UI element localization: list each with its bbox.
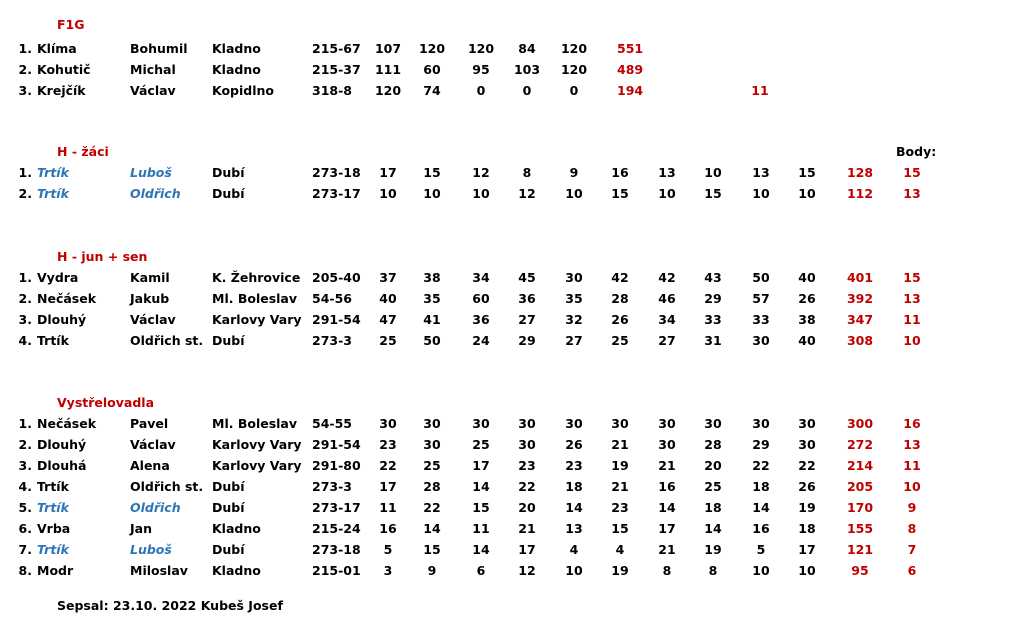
- round-score: 30: [472, 416, 490, 431]
- ranking-points: 11: [903, 458, 921, 473]
- round-score: 50: [752, 270, 770, 285]
- competitor-first-name: Luboš: [130, 165, 172, 180]
- round-score: 5: [383, 542, 393, 557]
- round-score: 28: [611, 291, 629, 306]
- round-score: 17: [518, 542, 536, 557]
- competitor-first-name: Alena: [130, 458, 170, 473]
- round-score: 23: [518, 458, 536, 473]
- round-score: 25: [423, 458, 441, 473]
- competitor-first-name: Pavel: [130, 416, 169, 431]
- round-score: 120: [560, 62, 588, 77]
- rank-number: 4.: [18, 333, 32, 348]
- round-score: 14: [472, 542, 490, 557]
- round-score: 20: [704, 458, 722, 473]
- licence-number: 318-8: [312, 83, 352, 98]
- competitor-first-name: Bohumil: [130, 41, 188, 56]
- total-score: 121: [846, 542, 874, 557]
- round-score: 15: [611, 186, 629, 201]
- total-score: 489: [617, 62, 644, 77]
- ranking-points: 10: [903, 479, 921, 494]
- round-score: 21: [611, 437, 629, 452]
- competitor-surname: Nečásek: [37, 291, 97, 306]
- total-score: 551: [617, 41, 644, 56]
- round-score: 15: [611, 521, 629, 536]
- licence-number: 215-01: [312, 563, 361, 578]
- licence-number: 54-56: [312, 291, 352, 306]
- total-score: 300: [846, 416, 874, 431]
- club-name: Kladno: [212, 521, 261, 536]
- section-title: H - jun + sen: [57, 249, 148, 264]
- rank-number: 4.: [18, 479, 32, 494]
- round-score: 26: [798, 291, 816, 306]
- round-score: 33: [704, 312, 722, 327]
- round-score: 111: [374, 62, 402, 77]
- round-score: 10: [658, 186, 676, 201]
- round-score: 30: [565, 416, 583, 431]
- round-score: 30: [611, 416, 629, 431]
- extra-value: 11: [751, 83, 769, 98]
- points-header-label: Body:: [896, 144, 937, 159]
- round-score: 14: [423, 521, 441, 536]
- round-score: 45: [518, 270, 536, 285]
- rank-number: 3.: [18, 458, 32, 473]
- round-score: 23: [611, 500, 629, 515]
- round-score: 23: [565, 458, 583, 473]
- club-name: Kladno: [212, 563, 261, 578]
- ranking-points: 13: [903, 291, 921, 306]
- round-score: 22: [379, 458, 397, 473]
- club-name: Ml. Boleslav: [212, 416, 298, 431]
- competitor-surname: Vrba: [37, 521, 71, 536]
- round-score: 10: [565, 186, 583, 201]
- round-score: 17: [798, 542, 816, 557]
- section-title: H - žáci: [57, 144, 109, 159]
- round-score: 14: [752, 500, 770, 515]
- round-score: 22: [752, 458, 770, 473]
- round-score: 107: [374, 41, 402, 56]
- round-score: 60: [423, 62, 441, 77]
- round-score: 31: [704, 333, 722, 348]
- round-score: 30: [518, 437, 536, 452]
- round-score: 25: [379, 333, 397, 348]
- licence-number: 215-24: [312, 521, 361, 536]
- section-title: F1G: [57, 17, 85, 32]
- licence-number: 215-37: [312, 62, 361, 77]
- ranking-points: 7: [907, 542, 917, 557]
- ranking-points: 15: [903, 165, 921, 180]
- round-score: 36: [518, 291, 536, 306]
- licence-number: 291-54: [312, 312, 361, 327]
- round-score: 21: [658, 542, 676, 557]
- competitor-surname: Krejčík: [37, 83, 86, 98]
- round-score: 27: [518, 312, 536, 327]
- round-score: 74: [423, 83, 441, 98]
- round-score: 18: [752, 479, 770, 494]
- round-score: 5: [756, 542, 766, 557]
- round-score: 10: [798, 563, 816, 578]
- round-score: 84: [518, 41, 536, 56]
- round-score: 10: [704, 165, 722, 180]
- round-score: 22: [518, 479, 536, 494]
- club-name: Dubí: [212, 479, 245, 494]
- round-score: 4: [569, 542, 579, 557]
- club-name: Dubí: [212, 333, 245, 348]
- round-score: 24: [472, 333, 490, 348]
- round-score: 4: [615, 542, 625, 557]
- round-score: 30: [798, 416, 816, 431]
- round-score: 30: [658, 416, 676, 431]
- round-score: 42: [611, 270, 629, 285]
- round-score: 26: [565, 437, 583, 452]
- round-score: 40: [798, 333, 816, 348]
- total-score: 347: [846, 312, 874, 327]
- round-score: 35: [423, 291, 441, 306]
- licence-number: 291-54: [312, 437, 361, 452]
- round-score: 0: [569, 83, 579, 98]
- competitor-surname: Dlouhý: [37, 312, 87, 327]
- round-score: 9: [569, 165, 579, 180]
- round-score: 17: [658, 521, 676, 536]
- competitor-surname: Klíma: [37, 41, 77, 56]
- round-score: 22: [798, 458, 816, 473]
- licence-number: 273-3: [312, 479, 352, 494]
- round-score: 26: [798, 479, 816, 494]
- round-score: 22: [423, 500, 441, 515]
- licence-number: 215-67: [312, 41, 361, 56]
- round-score: 47: [379, 312, 397, 327]
- club-name: Kladno: [212, 62, 261, 77]
- round-score: 25: [611, 333, 629, 348]
- ranking-points: 8: [907, 521, 917, 536]
- competitor-first-name: Jakub: [130, 291, 170, 306]
- competitor-first-name: Luboš: [130, 542, 172, 557]
- rank-number: 7.: [18, 542, 32, 557]
- round-score: 12: [518, 563, 536, 578]
- rank-number: 6.: [18, 521, 32, 536]
- total-score: 205: [846, 479, 874, 494]
- rank-number: 1.: [18, 416, 32, 431]
- round-score: 30: [752, 333, 770, 348]
- round-score: 26: [611, 312, 629, 327]
- round-score: 16: [752, 521, 770, 536]
- round-score: 15: [798, 165, 816, 180]
- rank-number: 1.: [18, 41, 32, 56]
- round-score: 9: [427, 563, 437, 578]
- round-score: 25: [472, 437, 490, 452]
- competitor-surname: Trtík: [37, 500, 69, 515]
- round-score: 21: [658, 458, 676, 473]
- round-score: 10: [423, 186, 441, 201]
- competitor-surname: Kohutič: [37, 62, 91, 77]
- footer-note: Sepsal: 23.10. 2022 Kubeš Josef: [57, 598, 283, 613]
- round-score: 10: [752, 563, 770, 578]
- round-score: 25: [704, 479, 722, 494]
- total-score: 194: [617, 83, 644, 98]
- round-score: 15: [472, 500, 490, 515]
- round-score: 18: [798, 521, 816, 536]
- round-score: 11: [379, 500, 397, 515]
- round-score: 30: [423, 416, 441, 431]
- round-score: 30: [798, 437, 816, 452]
- round-score: 15: [423, 542, 441, 557]
- round-score: 30: [658, 437, 676, 452]
- round-score: 10: [472, 186, 490, 201]
- competitor-surname: Trtík: [37, 186, 69, 201]
- round-score: 12: [472, 165, 490, 180]
- club-name: Dubí: [212, 165, 245, 180]
- round-score: 0: [522, 83, 532, 98]
- licence-number: 273-18: [312, 165, 361, 180]
- rank-number: 1.: [18, 165, 32, 180]
- round-score: 17: [379, 165, 397, 180]
- round-score: 27: [565, 333, 583, 348]
- ranking-points: 6: [907, 563, 917, 578]
- round-score: 8: [662, 563, 672, 578]
- round-score: 36: [472, 312, 490, 327]
- licence-number: 273-17: [312, 186, 361, 201]
- total-score: 95: [851, 563, 869, 578]
- round-score: 42: [658, 270, 676, 285]
- round-score: 32: [565, 312, 583, 327]
- round-score: 103: [513, 62, 541, 77]
- club-name: Dubí: [212, 186, 245, 201]
- round-score: 8: [708, 563, 718, 578]
- rank-number: 3.: [18, 312, 32, 327]
- competitor-first-name: Oldřich: [130, 500, 181, 515]
- ranking-points: 16: [903, 416, 921, 431]
- round-score: 3: [383, 563, 393, 578]
- licence-number: 291-80: [312, 458, 361, 473]
- round-score: 34: [472, 270, 490, 285]
- competitor-surname: Dlouhý: [37, 437, 87, 452]
- round-score: 6: [476, 563, 486, 578]
- round-score: 15: [704, 186, 722, 201]
- round-score: 50: [423, 333, 441, 348]
- ranking-points: 10: [903, 333, 921, 348]
- rank-number: 8.: [18, 563, 32, 578]
- licence-number: 273-18: [312, 542, 361, 557]
- club-name: Kopidlno: [212, 83, 275, 98]
- round-score: 14: [472, 479, 490, 494]
- total-score: 308: [846, 333, 874, 348]
- rank-number: 3.: [18, 83, 32, 98]
- competitor-surname: Trtík: [37, 333, 69, 348]
- round-score: 14: [658, 500, 676, 515]
- competitor-surname: Nečásek: [37, 416, 97, 431]
- competitor-surname: Trtík: [37, 479, 69, 494]
- competitor-first-name: Oldřich: [130, 186, 181, 201]
- club-name: K. Žehrovice: [212, 270, 301, 285]
- competitor-first-name: Václav: [130, 83, 176, 98]
- total-score: 128: [846, 165, 874, 180]
- total-score: 170: [846, 500, 874, 515]
- round-score: 30: [752, 416, 770, 431]
- competitor-first-name: Oldřich st.: [130, 333, 204, 348]
- round-score: 15: [423, 165, 441, 180]
- competitor-surname: Vydra: [37, 270, 79, 285]
- round-score: 40: [379, 291, 397, 306]
- round-score: 120: [560, 41, 588, 56]
- total-score: 214: [846, 458, 874, 473]
- competitor-first-name: Václav: [130, 437, 176, 452]
- competitor-first-name: Michal: [130, 62, 176, 77]
- round-score: 18: [704, 500, 722, 515]
- ranking-points: 13: [903, 186, 921, 201]
- round-score: 21: [518, 521, 536, 536]
- club-name: Karlovy Vary: [212, 458, 302, 473]
- round-score: 21: [611, 479, 629, 494]
- total-score: 112: [846, 186, 874, 201]
- competitor-first-name: Oldřich st.: [130, 479, 204, 494]
- ranking-points: 11: [903, 312, 921, 327]
- rank-number: 2.: [18, 291, 32, 306]
- round-score: 10: [565, 563, 583, 578]
- round-score: 30: [379, 416, 397, 431]
- round-score: 38: [423, 270, 441, 285]
- round-score: 95: [472, 62, 490, 77]
- round-score: 17: [472, 458, 490, 473]
- round-score: 13: [752, 165, 770, 180]
- licence-number: 273-3: [312, 333, 352, 348]
- competitor-first-name: Jan: [130, 521, 152, 536]
- round-score: 30: [704, 416, 722, 431]
- round-score: 37: [379, 270, 397, 285]
- club-name: Karlovy Vary: [212, 312, 302, 327]
- round-score: 20: [518, 500, 536, 515]
- round-score: 30: [565, 270, 583, 285]
- competitor-first-name: Václav: [130, 312, 176, 327]
- round-score: 0: [476, 83, 486, 98]
- licence-number: 205-40: [312, 270, 361, 285]
- round-score: 29: [518, 333, 536, 348]
- round-score: 40: [798, 270, 816, 285]
- round-score: 33: [752, 312, 770, 327]
- round-score: 28: [704, 437, 722, 452]
- round-score: 8: [522, 165, 532, 180]
- competitor-surname: Trtík: [37, 542, 69, 557]
- licence-number: 54-55: [312, 416, 352, 431]
- round-score: 16: [379, 521, 397, 536]
- round-score: 16: [611, 165, 629, 180]
- round-score: 17: [379, 479, 397, 494]
- round-score: 23: [379, 437, 397, 452]
- rank-number: 5.: [18, 500, 32, 515]
- round-score: 29: [752, 437, 770, 452]
- competitor-first-name: Miloslav: [130, 563, 188, 578]
- total-score: 155: [846, 521, 874, 536]
- rank-number: 1.: [18, 270, 32, 285]
- club-name: Kladno: [212, 41, 261, 56]
- round-score: 18: [565, 479, 583, 494]
- round-score: 19: [611, 458, 629, 473]
- round-score: 10: [379, 186, 397, 201]
- total-score: 401: [846, 270, 874, 285]
- section-title: Vystřelovadla: [57, 395, 155, 410]
- round-score: 46: [658, 291, 676, 306]
- round-score: 120: [467, 41, 495, 56]
- round-score: 19: [611, 563, 629, 578]
- round-score: 14: [565, 500, 583, 515]
- total-score: 272: [846, 437, 874, 452]
- competitor-surname: Modr: [37, 563, 74, 578]
- competitor-surname: Trtík: [37, 165, 69, 180]
- rank-number: 2.: [18, 62, 32, 77]
- round-score: 12: [518, 186, 536, 201]
- round-score: 57: [752, 291, 770, 306]
- round-score: 30: [518, 416, 536, 431]
- round-score: 13: [565, 521, 583, 536]
- round-score: 13: [658, 165, 676, 180]
- rank-number: 2.: [18, 186, 32, 201]
- total-score: 392: [846, 291, 874, 306]
- club-name: Dubí: [212, 542, 245, 557]
- competitor-first-name: Kamil: [130, 270, 170, 285]
- club-name: Karlovy Vary: [212, 437, 302, 452]
- ranking-points: 13: [903, 437, 921, 452]
- round-score: 41: [423, 312, 441, 327]
- round-score: 38: [798, 312, 816, 327]
- round-score: 28: [423, 479, 441, 494]
- club-name: Ml. Boleslav: [212, 291, 298, 306]
- round-score: 10: [798, 186, 816, 201]
- round-score: 34: [658, 312, 676, 327]
- round-score: 30: [423, 437, 441, 452]
- rank-number: 2.: [18, 437, 32, 452]
- club-name: Dubí: [212, 500, 245, 515]
- round-score: 120: [418, 41, 446, 56]
- licence-number: 273-17: [312, 500, 361, 515]
- round-score: 14: [704, 521, 722, 536]
- round-score: 35: [565, 291, 583, 306]
- round-score: 16: [658, 479, 676, 494]
- ranking-points: 15: [903, 270, 921, 285]
- ranking-points: 9: [907, 500, 917, 515]
- round-score: 10: [752, 186, 770, 201]
- round-score: 29: [704, 291, 722, 306]
- round-score: 120: [374, 83, 402, 98]
- round-score: 60: [472, 291, 490, 306]
- round-score: 43: [704, 270, 722, 285]
- round-score: 19: [798, 500, 816, 515]
- round-score: 11: [472, 521, 490, 536]
- round-score: 27: [658, 333, 676, 348]
- competitor-surname: Dlouhá: [37, 458, 87, 473]
- round-score: 19: [704, 542, 722, 557]
